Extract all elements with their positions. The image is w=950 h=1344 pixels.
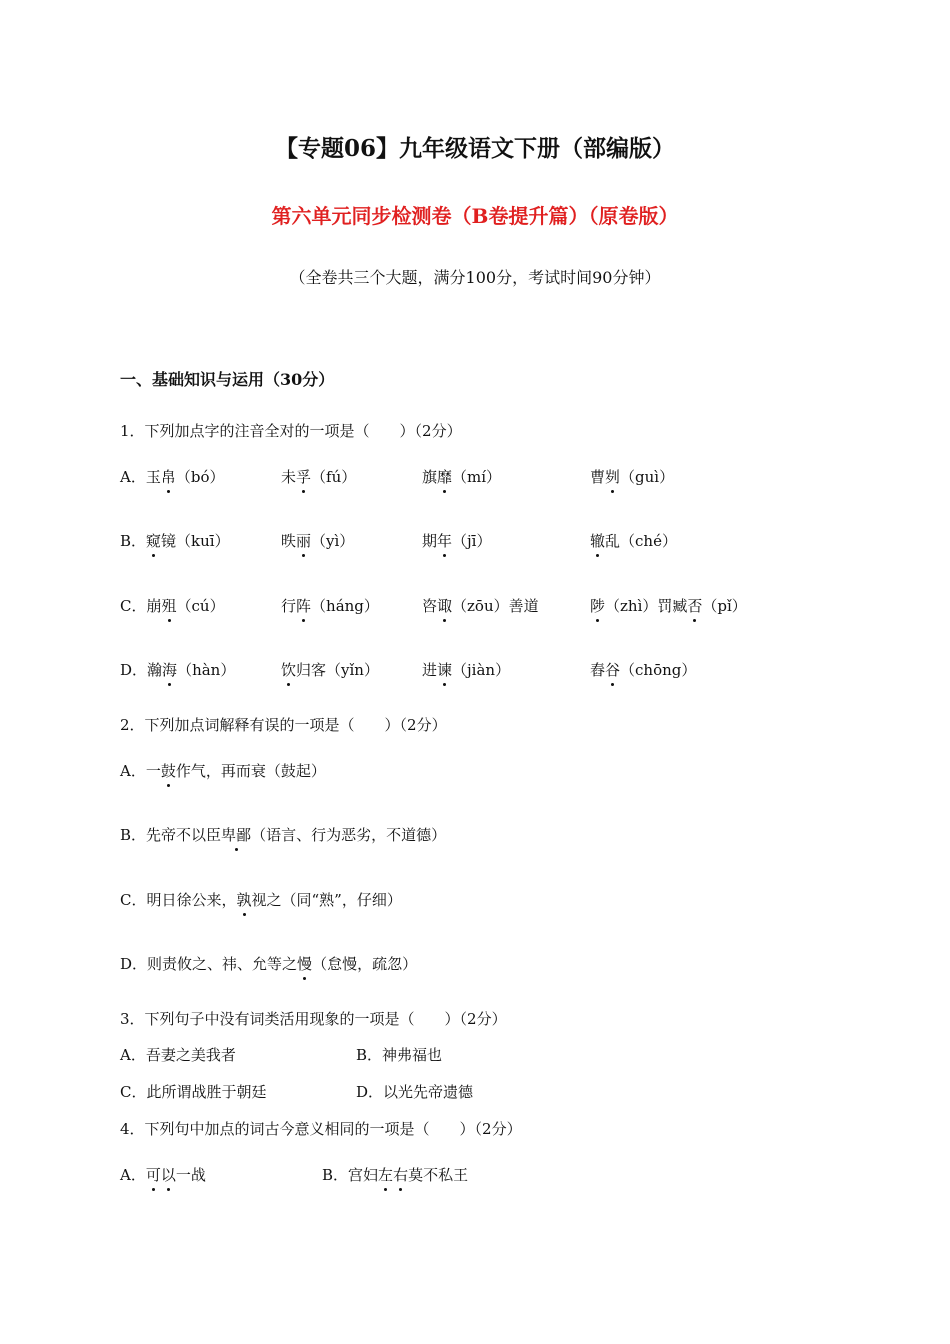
emphasis-char: 海 <box>162 661 178 679</box>
question-3-stem: 3．下列句子中没有词类活用现象的一项是（ ）（2分） <box>120 1010 507 1028</box>
document-subtitle: 第六单元同步检测卷（B卷提升篇）（原卷版） <box>271 204 679 228</box>
q1-option-c-item-2: 行阵（háng） <box>281 597 379 615</box>
q1-option-c: C．崩殂（cú） <box>120 597 225 615</box>
emphasis-char: 可 <box>145 1166 161 1184</box>
question-1-stem: 1．下列加点字的注音全对的一项是（ ）（2分） <box>120 422 462 440</box>
emphasis-char: 孰 <box>236 891 252 909</box>
q1-option-d-item-4: 舂谷（chōng） <box>590 661 697 679</box>
emphasis-char: 窥 <box>146 532 162 550</box>
section-heading: 一、基础知识与运用（30分） <box>120 370 335 389</box>
emphasis-char: 辙 <box>590 532 606 550</box>
emphasis-char: 诹 <box>437 597 453 615</box>
q1-option-c-item-3: 咨诹（zōu）善道 <box>422 597 539 615</box>
q1-option-d-item-3: 进谏（jiàn） <box>422 661 511 679</box>
emphasis-char: 否 <box>687 597 703 615</box>
q1-option-d: D．瀚海（hàn） <box>120 661 236 679</box>
emphasis-char: 谏 <box>437 661 453 679</box>
q1-option-b-item-4: 辙乱（ché） <box>590 532 677 550</box>
q1-option-a-item-3: 旗靡（mí） <box>422 468 502 486</box>
emphasis-char: 刿 <box>605 468 621 486</box>
emphasis-char: 右 <box>393 1166 409 1184</box>
question-4-stem: 4．下列句中加点的词古今意义相同的一项是（ ）（2分） <box>120 1120 522 1138</box>
q1-option-d-item-2: 饮归客（yǐn） <box>281 661 379 679</box>
emphasis-char: 陟 <box>590 597 606 615</box>
exam-note: （全卷共三个大题，满分100分，考试时间90分钟） <box>289 268 661 287</box>
emphasis-char: 卑鄙 <box>221 826 252 844</box>
question-2-stem: 2．下列加点词解释有误的一项是（ ）（2分） <box>120 716 447 734</box>
q3-option-d: D．以光先帝遗德 <box>356 1083 474 1101</box>
emphasis-char: 年 <box>437 532 453 550</box>
emphasis-char: 靡 <box>437 468 453 486</box>
emphasis-char: 以 <box>160 1166 176 1184</box>
q1-option-b-item-3: 期年（jī） <box>422 532 492 550</box>
q2-option-b: B．先帝不以臣卑鄙（语言、行为恶劣，不道德） <box>120 826 447 844</box>
emphasis-char: 慢 <box>297 955 313 973</box>
q4-option-b: B．宫妇左右莫不私王 <box>322 1166 469 1184</box>
q1-option-a-item-4: 曹刿（guì） <box>590 468 675 486</box>
q3-option-b: B．神弗福也 <box>356 1046 443 1064</box>
emphasis-char: 丽 <box>296 532 312 550</box>
q1-option-b: B．窥镜（kuī） <box>120 532 230 550</box>
q1-option-a-item-2: 未孚（fú） <box>281 468 357 486</box>
q3-option-c: C．此所谓战胜于朝廷 <box>120 1083 267 1101</box>
emphasis-char: 谷 <box>605 661 621 679</box>
q2-option-d: D．则责攸之、祎、允等之慢（怠慢，疏忽） <box>120 955 418 973</box>
q3-option-a: A．吾妻之美我者 <box>120 1046 236 1064</box>
emphasis-char: 饮 <box>281 661 297 679</box>
q1-option-c-item-4: 陟（zhì）罚臧否（pǐ） <box>590 597 747 615</box>
emphasis-char: 鼓 <box>160 762 176 780</box>
emphasis-char: 帛 <box>160 468 176 486</box>
q1-option-b-item-2: 昳丽（yì） <box>281 532 355 550</box>
emphasis-char: 左 <box>378 1166 394 1184</box>
emphasis-char: 孚 <box>296 468 312 486</box>
q4-option-a: A．可以一战 <box>120 1166 206 1184</box>
q2-option-c: C．明日徐公来，孰视之（同“熟”，仔细） <box>120 891 402 909</box>
emphasis-char: 阵 <box>296 597 312 615</box>
q1-option-a: A．玉帛（bó） <box>120 468 225 486</box>
q2-option-a: A．一鼓作气，再而衰（鼓起） <box>120 762 326 780</box>
document-title: 【专题06】九年级语文下册（部编版） <box>274 135 675 162</box>
emphasis-char: 殂 <box>161 597 177 615</box>
